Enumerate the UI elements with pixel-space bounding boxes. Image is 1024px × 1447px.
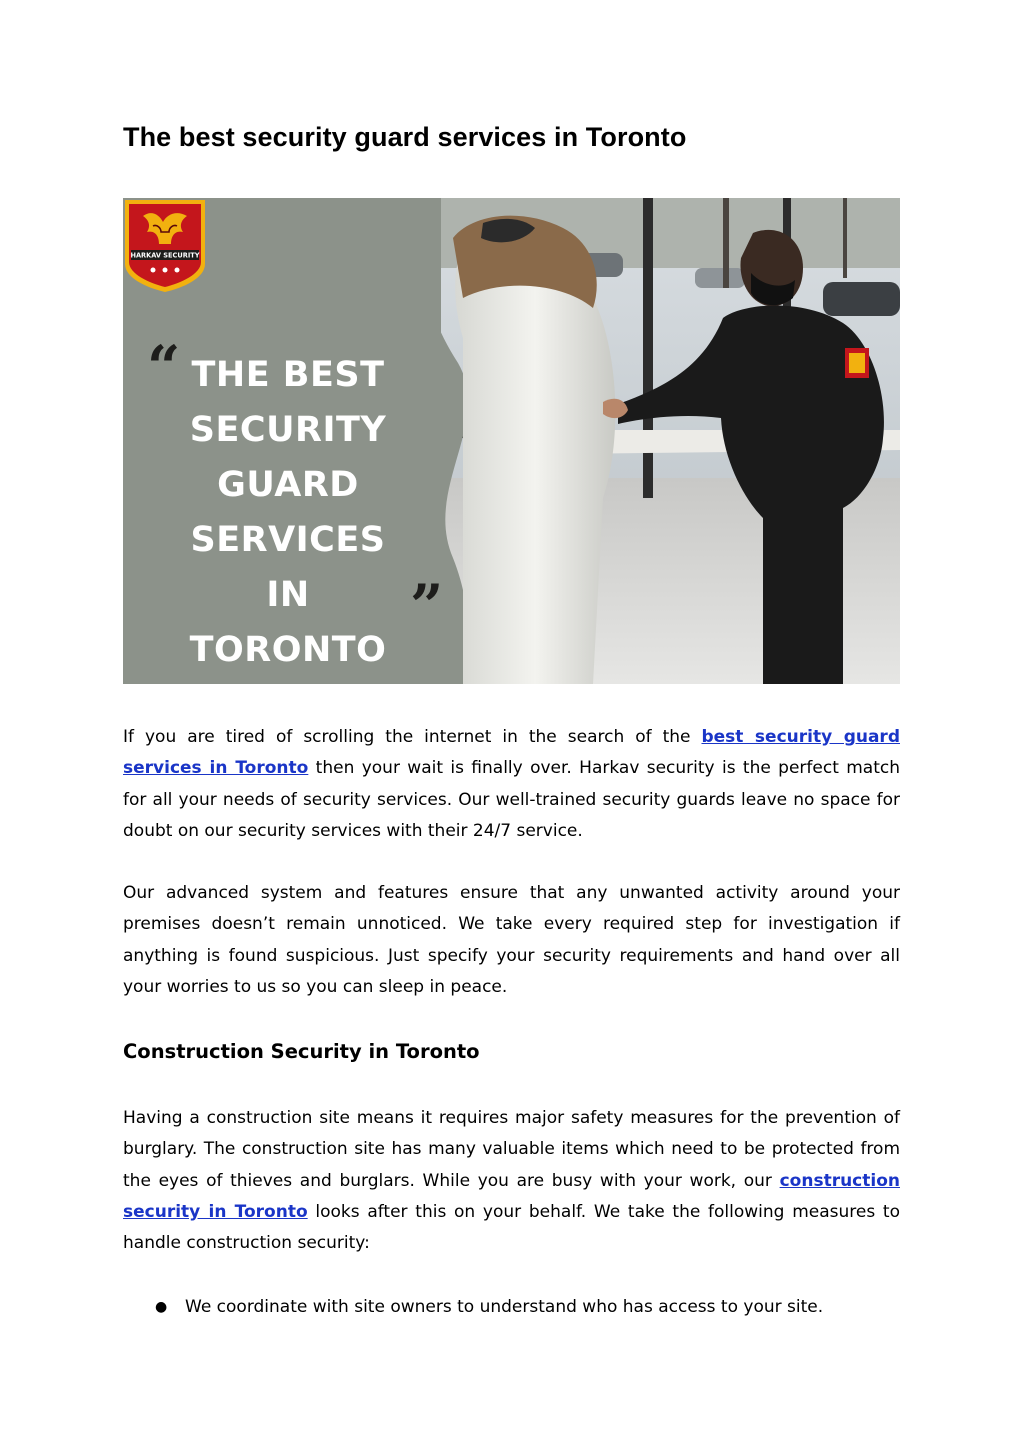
hero-heading [163,348,413,678]
hero-heading-line: TORONTO [189,630,387,670]
measures-list [123,1292,900,1323]
construction-security-link[interactable]: construction security in Toronto [123,1170,900,1222]
intro-text-start: If you are tired of scrolling the internet in the search of the [123,727,702,747]
construction-heading: Construction Security in Toronto [123,1040,480,1063]
page-title: The best security guard services in Toronto [123,122,687,152]
quote-open-mark: “ [147,333,181,401]
logo-text: HARKAV SECURITY [130,251,200,260]
system-paragraph: Our advanced system and features ensure that any unwanted activity around your premises doesn’t remain unnoticed. We take every required step for investigation if anything is found suspicious. Just specify your security requirements and hand over all your worries to us so you can sleep in peace. [123,883,900,997]
intro-paragraph [123,722,900,847]
construction-text-start: Having a construction site means it requires major safety measures for the prevention of burglary. The construction site has many valuable items which need to be protected from the eyes of thieves and burglars. While you are busy with your work, our [123,1108,900,1191]
hero-heading-line: GUARD [217,465,359,505]
construction-paragraph [123,1103,900,1259]
quote-close-mark: ” [410,572,444,640]
intro-text-end: then your wait is finally over. Harkav security is the perfect match for all your needs of security services. Our well-trained security guards leave no space for doubt on our security services with their 24/7 service. [123,758,900,841]
hero-image [123,198,900,684]
harkav-security-logo [123,198,207,294]
hero-heading-line: THE BEST [191,355,385,395]
hero-heading-line: SECURITY [189,410,387,450]
list-item-text: We coordinate with site owners to understand who has access to your site. [185,1297,824,1317]
bullet-icon: ● [155,1299,168,1315]
construction-text-end: looks after this on your behalf. We take the following measures to handle construction security: [123,1201,900,1254]
best-security-guard-link[interactable]: best security guard services in Toronto [123,727,900,779]
list-item [123,1292,900,1323]
hero-heading-line: SERVICES IN [190,520,386,615]
